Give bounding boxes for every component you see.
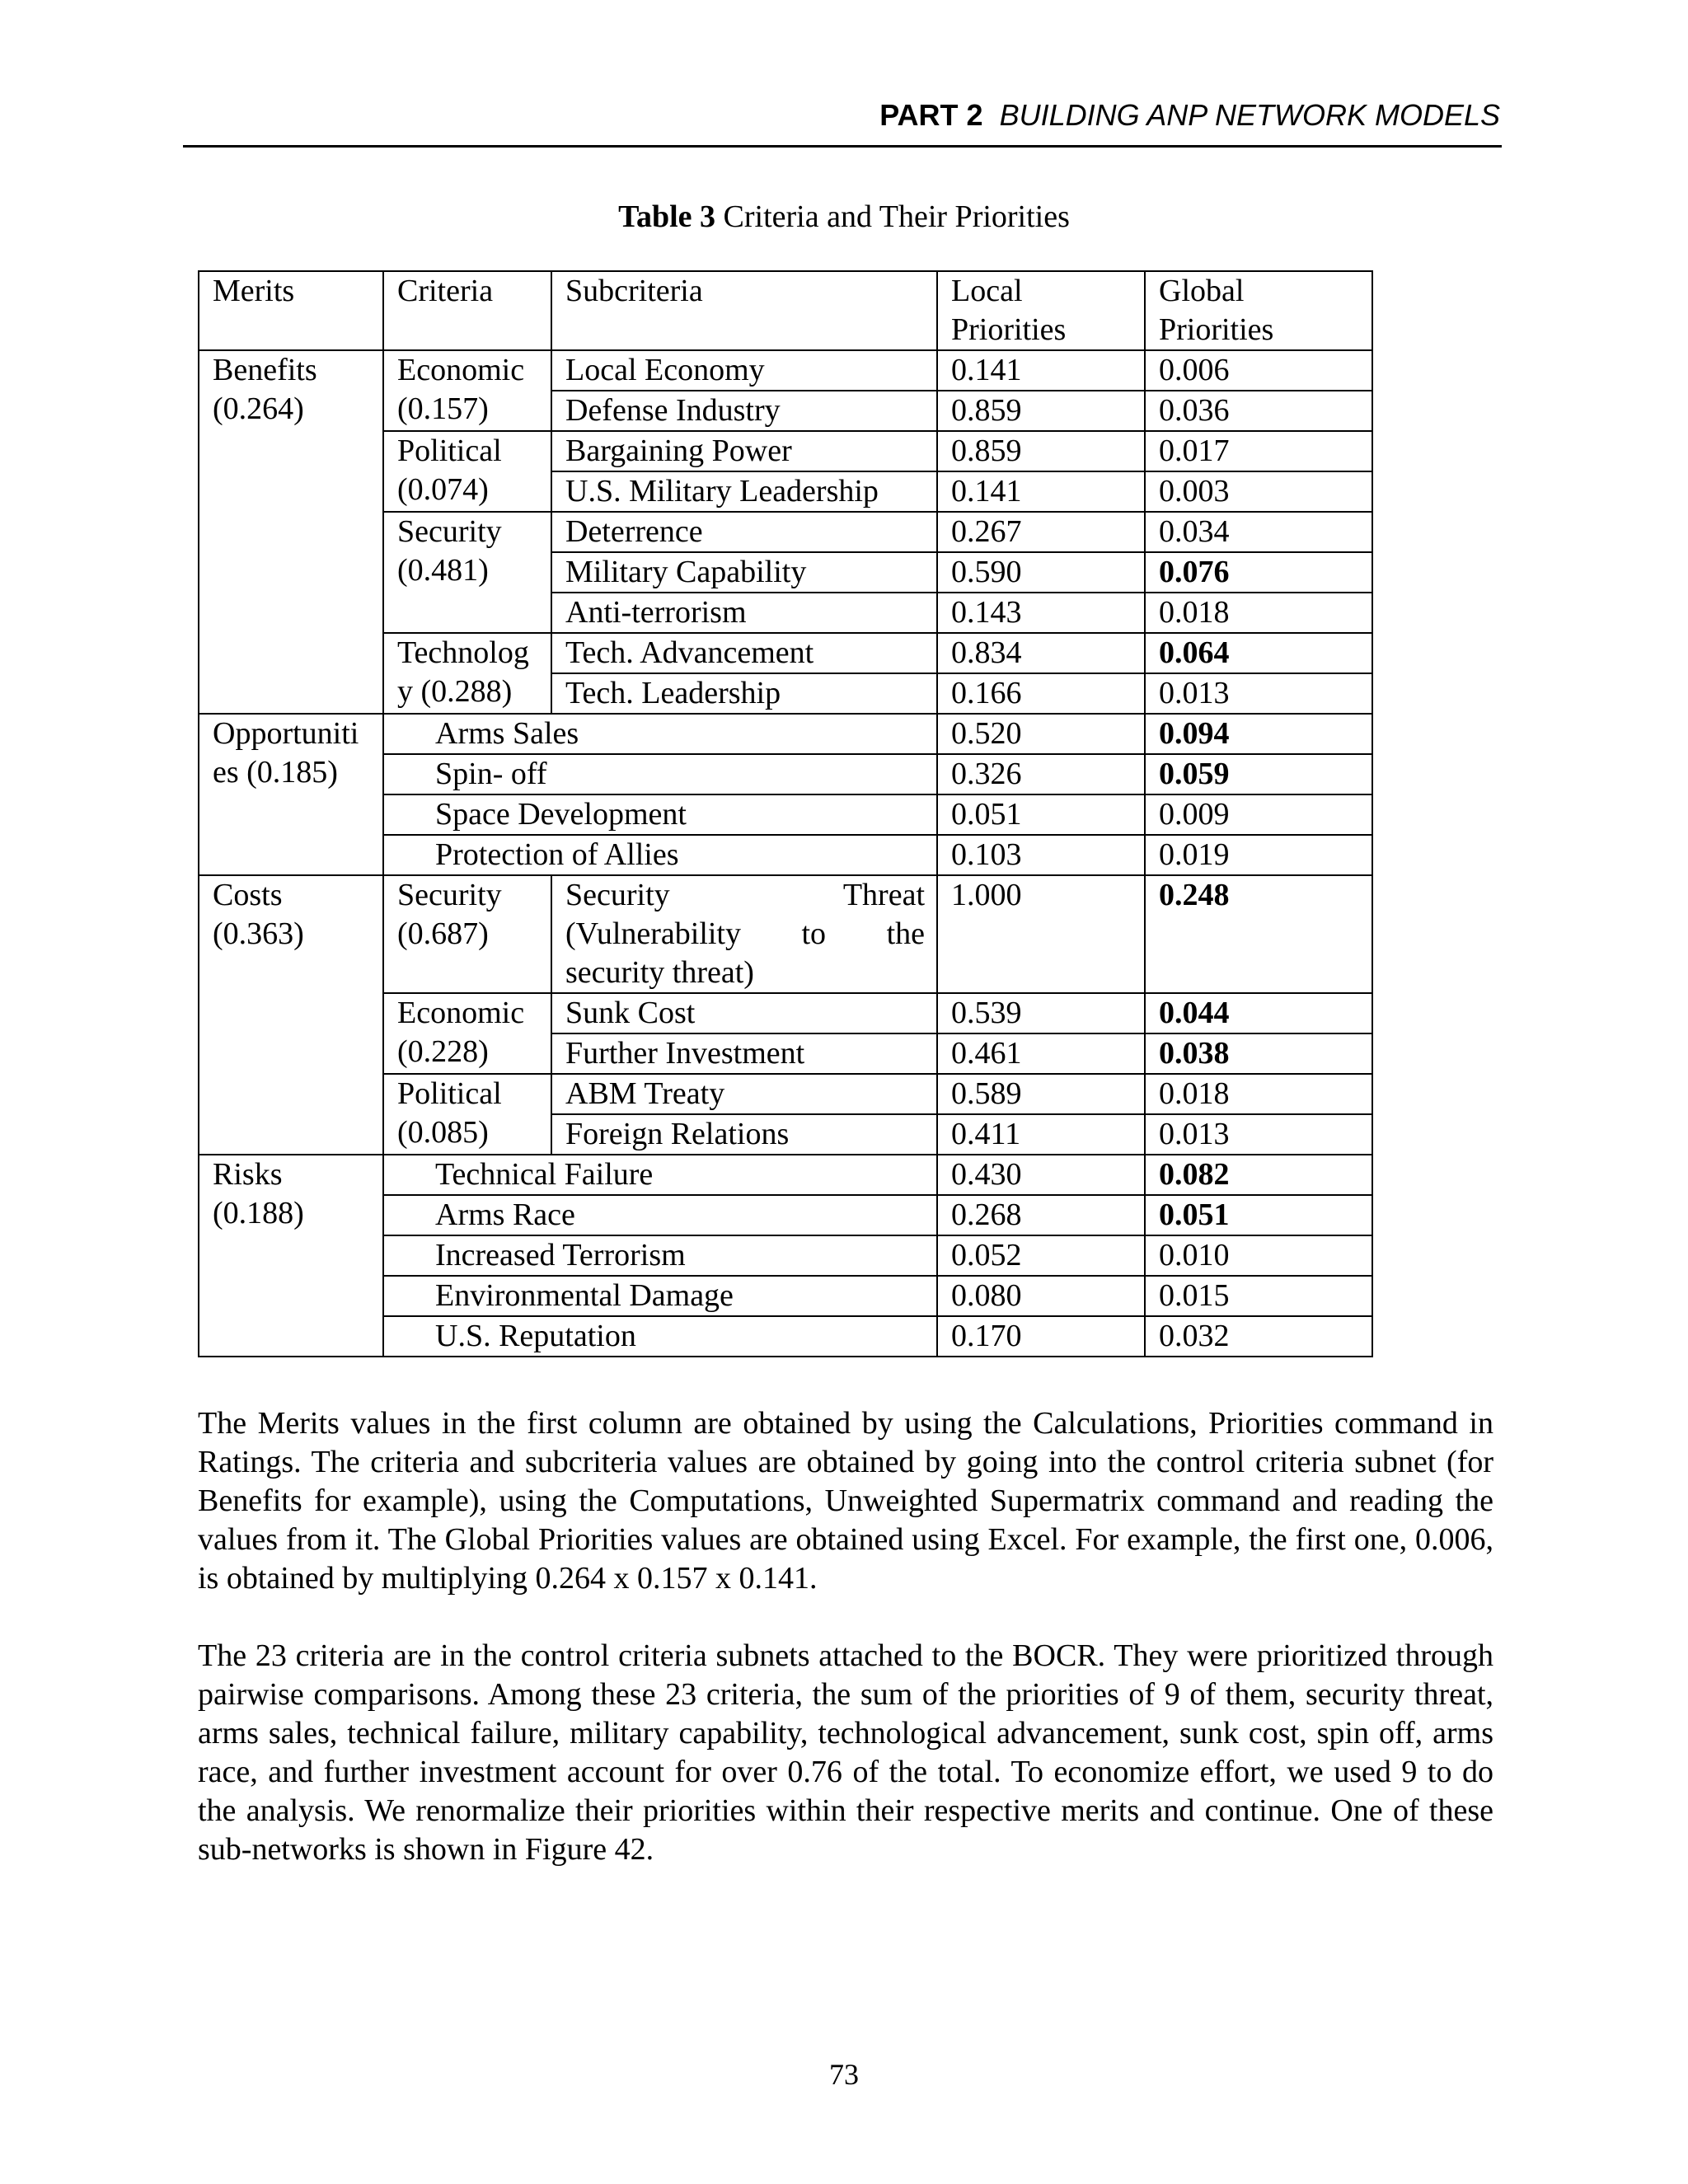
caption-label: Table 3 (618, 199, 716, 234)
subcriteria-cell: Sunk Cost (551, 993, 937, 1033)
subcriteria-cell: Environmental Damage (383, 1276, 937, 1316)
subcriteria-cell: Tech. Leadership (551, 673, 937, 714)
merit-opportunities: Opportunities (0.185) (199, 714, 383, 875)
subcriteria-cell: Military Capability (551, 552, 937, 593)
global-priority-cell: 0.019 (1145, 835, 1372, 875)
running-header (183, 95, 1500, 136)
local-priority-cell: 0.520 (937, 714, 1145, 754)
local-priority-cell: 0.103 (937, 835, 1145, 875)
table-row (199, 875, 1372, 993)
global-priority-cell: 0.038 (1145, 1033, 1372, 1074)
global-priority-cell: 0.082 (1145, 1155, 1372, 1195)
local-priority-cell: 0.590 (937, 552, 1145, 593)
merit-risks: Risks (0.188) (199, 1155, 383, 1357)
global-priority-cell: 0.044 (1145, 993, 1372, 1033)
subcriteria-cell: Tech. Advancement (551, 633, 937, 673)
subcriteria-cell: Local Economy (551, 350, 937, 391)
subcriteria-cell: Arms Sales (383, 714, 937, 754)
local-priority-cell: 0.143 (937, 593, 1145, 633)
merit-benefits: Benefits (0.264) (199, 350, 383, 714)
global-priority-cell: 0.036 (1145, 391, 1372, 431)
global-priority-cell: 0.059 (1145, 754, 1372, 794)
local-priority-cell: 0.834 (937, 633, 1145, 673)
criteria-technology: Technology (0.288) (383, 633, 551, 714)
global-priority-cell: 0.076 (1145, 552, 1372, 593)
subcriteria-cell: Foreign Relations (551, 1114, 937, 1155)
local-priority-cell: 0.051 (937, 794, 1145, 835)
paragraph-criteria-summary: The 23 criteria are in the control criteria subnets attached to the BOCR. They were prioritized through pairwise comparisons. Among these 23 criteria, the sum of the priorities of 9 of them, security threat, arms sales, technical failure, military capability, technological advancement, sunk cost, spin off, arms race, and further investment account for over 0.76 of the total. To economize effort, we used 9 to do the analysis. We renormalize their priorities within their respective merits and continue. One of these sub-networks is shown in Figure 42. (198, 1638, 1493, 1867)
global-priority-cell: 0.013 (1145, 1114, 1372, 1155)
subcriteria-cell: Increased Terrorism (383, 1235, 937, 1276)
local-priority-cell: 0.859 (937, 391, 1145, 431)
local-priority-cell: 0.461 (937, 1033, 1145, 1074)
table-row (199, 714, 1372, 754)
local-priority-cell: 0.411 (937, 1114, 1145, 1155)
header-rule (183, 145, 1502, 148)
global-priority-cell: 0.013 (1145, 673, 1372, 714)
global-priority-cell: 0.018 (1145, 593, 1372, 633)
global-priority-cell: 0.051 (1145, 1195, 1372, 1235)
caption-text: Criteria and Their Priorities (723, 199, 1070, 234)
criteria-political: Political (0.074) (383, 431, 551, 512)
col-header-criteria: Criteria (383, 271, 551, 350)
subcriteria-cell: U.S. Military Leadership (551, 471, 937, 512)
subcriteria-cell: Technical Failure (383, 1155, 937, 1195)
global-priority-cell: 0.034 (1145, 512, 1372, 552)
subcriteria-cell: U.S. Reputation (383, 1316, 937, 1357)
local-priority-cell: 0.080 (937, 1276, 1145, 1316)
subcriteria-cell: Further Investment (551, 1033, 937, 1074)
local-priority-cell: 1.000 (937, 875, 1145, 993)
local-priority-cell: 0.589 (937, 1074, 1145, 1114)
global-priority-cell: 0.015 (1145, 1276, 1372, 1316)
header-title: BUILDING ANP NETWORK MODELS (999, 98, 1500, 132)
criteria-security-costs: Security (0.687) (383, 875, 551, 993)
global-priority-cell: 0.032 (1145, 1316, 1372, 1357)
global-priority-cell: 0.003 (1145, 471, 1372, 512)
global-priority-cell: 0.018 (1145, 1074, 1372, 1114)
local-priority-cell: 0.430 (937, 1155, 1145, 1195)
table-caption (0, 196, 1688, 237)
criteria-economic-costs: Economic (0.228) (383, 993, 551, 1074)
local-priority-cell: 0.166 (937, 673, 1145, 714)
local-priority-cell: 0.141 (937, 350, 1145, 391)
col-header-merits: Merits (199, 271, 383, 350)
header-row (199, 271, 1372, 350)
local-priority-cell: 0.141 (937, 471, 1145, 512)
local-priority-cell: 0.859 (937, 431, 1145, 471)
criteria-economic: Economic (0.157) (383, 350, 551, 431)
subcriteria-cell: Bargaining Power (551, 431, 937, 471)
global-priority-cell: 0.248 (1145, 875, 1372, 993)
subcriteria-cell: Spin- off (383, 754, 937, 794)
global-priority-cell: 0.010 (1145, 1235, 1372, 1276)
global-priority-cell: 0.006 (1145, 350, 1372, 391)
col-header-local: Local Priorities (937, 271, 1145, 350)
global-priority-cell: 0.017 (1145, 431, 1372, 471)
subcriteria-cell: Anti-terrorism (551, 593, 937, 633)
table-row (199, 1155, 1372, 1195)
page-number: 73 (829, 2058, 859, 2091)
criteria-table (198, 270, 1373, 1357)
col-header-global: Global Priorities (1145, 271, 1372, 350)
subcriteria-cell: ABM Treaty (551, 1074, 937, 1114)
subcriteria-cell: Security Threat (Vulnerability to the security threat) (551, 875, 937, 993)
subcriteria-cell: Protection of Allies (383, 835, 937, 875)
subcriteria-cell: Defense Industry (551, 391, 937, 431)
subcriteria-cell: Space Development (383, 794, 937, 835)
criteria-security: Security (0.481) (383, 512, 551, 633)
global-priority-cell: 0.009 (1145, 794, 1372, 835)
paragraph-merits-explanation: The Merits values in the first column are obtained by using the Calculations, Priorities command in Ratings. The criteria and subcriteria values are obtained by going into the control criteria subnet (for Benefits for example), using the Computations, Unweighted Supermatrix command and reading the values from it. The Global Priorities values are obtained using Excel. For example, the first one, 0.006, is obtained by multiplying 0.264 x 0.157 x 0.141. (198, 1406, 1493, 1596)
local-priority-cell: 0.267 (937, 512, 1145, 552)
local-priority-cell: 0.326 (937, 754, 1145, 794)
local-priority-cell: 0.268 (937, 1195, 1145, 1235)
local-priority-cell: 0.539 (937, 993, 1145, 1033)
local-priority-cell: 0.052 (937, 1235, 1145, 1276)
merit-costs: Costs (0.363) (199, 875, 383, 1155)
global-priority-cell: 0.094 (1145, 714, 1372, 754)
table-row (199, 350, 1372, 391)
subcriteria-cell: Deterrence (551, 512, 937, 552)
subcriteria-cell: Arms Race (383, 1195, 937, 1235)
global-priority-cell: 0.064 (1145, 633, 1372, 673)
criteria-political-costs: Political (0.085) (383, 1074, 551, 1155)
local-priority-cell: 0.170 (937, 1316, 1145, 1357)
col-header-subcriteria: Subcriteria (551, 271, 937, 350)
header-part: PART 2 (879, 98, 983, 132)
